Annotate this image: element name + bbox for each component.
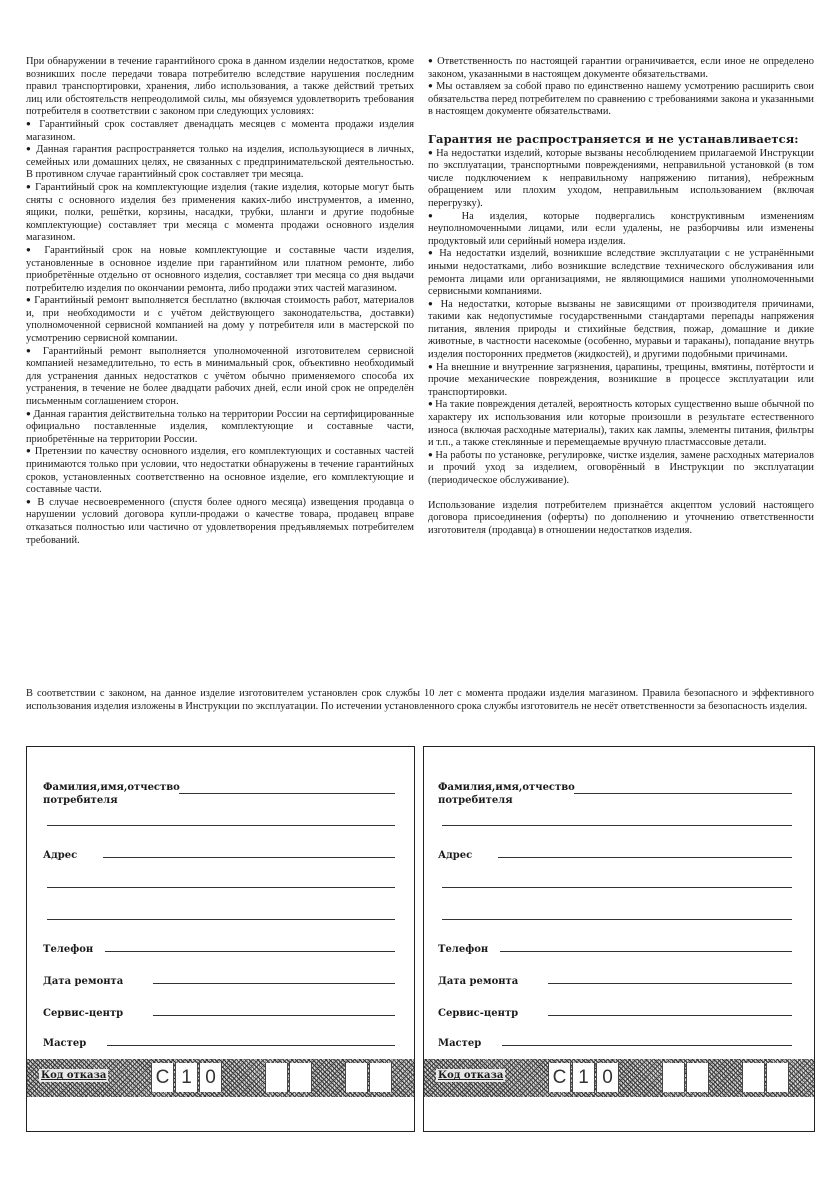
failure-code-cell: C bbox=[151, 1063, 174, 1092]
failure-code-blank-cell[interactable] bbox=[742, 1063, 765, 1092]
repair-timeframe-bullet: ● Гарантийный ремонт выполняется уполномоченной изготовителем сервисной компанией незамедлительно, то есть в минимальный срок, объективно необходимый для устранения данных недостатков с учётом обычно применяемого способа их устранения, в течение не более двадцати рабочих дней, если иной срок не определён письменным соглашением сторон. bbox=[26, 346, 414, 409]
exclusion-item: ● На работы по установке, регулировке, чистке изделия, замене расходных материалов и прочий уход за изделием, оговорённый в Инструкции по эксплуатации (периодическое обслуживание). bbox=[428, 450, 814, 488]
customer-name-field-line2[interactable] bbox=[442, 825, 792, 826]
exclusion-item: ● На внешние и внутренние загрязнения, царапины, трещины, вмятины, потёртости и прочие механические повреждения, возникшие в процессе эксплуатации или транспортировки. bbox=[428, 362, 814, 400]
failure-code-cell: 1 bbox=[572, 1063, 595, 1092]
phone-label: Телефон bbox=[438, 944, 489, 955]
customer-name-label-line2: потребителя bbox=[438, 795, 513, 806]
address-label: Адрес bbox=[43, 850, 78, 861]
customer-name-label: Фамилия,имя,отчество bbox=[43, 782, 180, 793]
address-label: Адрес bbox=[438, 850, 473, 861]
new-parts-bullet: ● Гарантийный срок на новые комплектующие и составные части изделия, установленные в основное изделие при гарантийном или платном ремонте, либо приобретённые отдельно от основного изделия, составляет три месяца со дня выдачи потребителю изделия по окончании ремонта, либо продажи этих частей магазином. bbox=[26, 245, 414, 295]
customer-name-field-line2[interactable] bbox=[47, 825, 395, 826]
warranty-term-bullet: ● Гарантийный срок составляет двенадцать месяцев с момента продажи изделия магазином. bbox=[26, 119, 414, 144]
customer-name-label: Фамилия,имя,отчество bbox=[438, 782, 575, 793]
customer-name-field[interactable] bbox=[574, 793, 792, 794]
free-repair-bullet: ● Гарантийный ремонт выполняется бесплатно (включая стоимость работ, материалов и, при необходимости и с учётом действующего законодательства, доставки) уполномоченной сервисной компанией на дому у потребителя или в мастерской по усмотрению сервисной компании. bbox=[26, 295, 414, 345]
accessories-bullet: ● Гарантийный срок на комплектующие изделия (такие изделия, которые могут быть сняты с основного изделия без применения каких-либо инструментов, а именно, ящики, полки, решётки, корзины, насадки, трубки, шланги и другие подобные комплектующие) составляет три месяца с момента продажи основного изделия магазином. bbox=[26, 182, 414, 245]
address-field[interactable] bbox=[498, 857, 792, 858]
service-life-paragraph: В соответствии с законом, на данное изделие изготовителем установлен срок службы 10 лет с момента продажи изделия магазином. Правила безопасного и эффективного использования изделия изложены в Инструкции по эксплуатации. По истечении установленного срока службы изготовитель не несёт ответственности за безопасность изделия. bbox=[26, 688, 814, 712]
exclusion-item: ● На недостатки изделий, возникшие вследствие эксплуатации с не устранёнными иными недостатками, либо возникшие вследствие технического обслуживания или ремонта лицами или организациями, не являющимися нашими уполномоченными сервисными компаниями. bbox=[428, 248, 814, 298]
exclusion-item: ● На недостатки изделий, которые вызваны несоблюдением прилагаемой Инструкции по эксплуатации, транспортными повреждениями, неправильной установкой (в том числе подключением к неправильному напряжению питания), небрежным обращением или плохим уходом, неправильным использованием (включая перегрузку). bbox=[428, 148, 814, 211]
repair-coupon-right bbox=[423, 746, 815, 1132]
repair-coupon-left bbox=[26, 746, 415, 1132]
failure-code-cell: C bbox=[548, 1063, 571, 1092]
extension-right-bullet: ● Мы оставляем за собой право по единственно нашему усмотрению расширить свои обязательства перед потребителем по сравнению с требованиями закона и указанными в настоящем документе обязательствами. bbox=[428, 81, 814, 119]
repair-date-label: Дата ремонта bbox=[43, 976, 124, 987]
exclusion-item: ● На такие повреждения деталей, вероятность которых существенно выше обычной по характеру их использования или которые произошли в результате естественного износа (включая расходные материалы), таких как лампы, элементы питания, фильтры и т.п., а также стеклянные и перемещаемые вручную пластмассовые детали. bbox=[428, 399, 814, 449]
failure-code-blank-cell[interactable] bbox=[662, 1063, 685, 1092]
phone-field[interactable] bbox=[500, 951, 792, 952]
exclusion-item: ● На недостатки, которые вызваны не зависящими от производителя причинами, такими как недопустимые государственными стандартами перепады напряжения питания, явления природы и стихийные бедствия, пожар, домашние и дикие животные, в частности насекомые (особенно, муравьи и тараканы), попадание внутрь изделия посторонних предметов (жидкостей), и другими подобными причинами. bbox=[428, 299, 814, 362]
master-label: Мастер bbox=[438, 1038, 482, 1049]
customer-name-field[interactable] bbox=[179, 793, 395, 794]
failure-code-blank-cell[interactable] bbox=[686, 1063, 709, 1092]
address-field-line2[interactable] bbox=[442, 887, 792, 888]
exclusion-item: ● На изделия, которые подвергались конструктивным изменениям неуполномоченными лицами, или если удалены, не разборчивы или изменены продуктовый или серийный номера изделия. bbox=[428, 211, 814, 249]
warranty-conditions-column bbox=[26, 56, 414, 547]
repair-date-field[interactable] bbox=[153, 983, 395, 984]
failure-code-strip bbox=[27, 1059, 414, 1097]
failure-code-label: Код отказа bbox=[438, 1070, 504, 1081]
customer-name-label-line2: потребителя bbox=[43, 795, 118, 806]
failure-code-cell: 0 bbox=[199, 1063, 222, 1092]
liability-limit-bullet: ● Ответственность по настоящей гарантии ограничивается, если иное не определено законом, указанными в настоящем документе обязательствами. bbox=[428, 56, 814, 81]
address-field-line3[interactable] bbox=[47, 919, 395, 920]
failure-code-blank-cell[interactable] bbox=[345, 1063, 368, 1092]
failure-code-cell: 0 bbox=[596, 1063, 619, 1092]
repair-date-label: Дата ремонта bbox=[438, 976, 519, 987]
failure-code-blank-cell[interactable] bbox=[265, 1063, 288, 1092]
usage-acceptance-note: Использование изделия потребителем признаётся акцептом условий настоящего договора присоединения (оферты) по дополнению и уточнению ответственности изготовителя (продавца) в отношении недостатков изделия. bbox=[428, 499, 814, 536]
repair-date-field[interactable] bbox=[548, 983, 792, 984]
claims-bullet: ● Претензии по качеству основного изделия, его комплектующих и составных частей принимаются только при условии, что недостатки обнаружены в течение гарантийных сроков, установленных соответственно на основное изделие, его комплектующие и составные части. bbox=[26, 446, 414, 496]
late-notice-bullet: ● В случае несвоевременного (спустя более одного месяца) извещения продавца о нарушении условий договора купли-продажи о качестве товара, продавец вправе отказаться полностью или частично от удовлетворения предъявляемых потребителем требований. bbox=[26, 497, 414, 547]
personal-use-bullet: ● Данная гарантия распространяется только на изделия, использующиеся в личных, семейных или домашних целях, не связанных с предпринимательской деятельностью. В противном случае гарантийный срок составляет три месяца. bbox=[26, 144, 414, 182]
warranty-limits-column bbox=[428, 56, 814, 537]
service-center-field[interactable] bbox=[548, 1015, 792, 1016]
address-field-line3[interactable] bbox=[442, 919, 792, 920]
master-label: Мастер bbox=[43, 1038, 87, 1049]
service-center-label: Сервис-центр bbox=[438, 1008, 519, 1019]
service-center-label: Сервис-центр bbox=[43, 1008, 124, 1019]
failure-code-label: Код отказа bbox=[41, 1070, 107, 1081]
failure-code-blank-cell[interactable] bbox=[289, 1063, 312, 1092]
failure-code-cell: 1 bbox=[175, 1063, 198, 1092]
exclusions-heading: Гарантия не распространяется и не устанавливается: bbox=[428, 131, 799, 146]
failure-code-strip bbox=[424, 1059, 814, 1097]
service-center-field[interactable] bbox=[153, 1015, 395, 1016]
failure-code-blank-cell[interactable] bbox=[369, 1063, 392, 1092]
phone-label: Телефон bbox=[43, 944, 94, 955]
address-field-line2[interactable] bbox=[47, 887, 395, 888]
address-field[interactable] bbox=[103, 857, 395, 858]
warranty-intro: При обнаружении в течение гарантийного срока в данном изделии недостатков, кроме возникших после передачи товара потребителю вследствие нарушения последним правил транспортировки, хранения, либо использования, а также действий третьих лиц или обстоятельств непреодолимой силы, мы обязуемся удовлетворить требования потребителя в соответствии с законом при следующих условиях: bbox=[26, 56, 414, 118]
territory-bullet: ● Данная гарантия действительна только на территории России на сертифицированные официально поставленные изделия, комплектующие и составные части, приобретённые на территории России. bbox=[26, 409, 414, 447]
failure-code-blank-cell[interactable] bbox=[766, 1063, 789, 1092]
master-field[interactable] bbox=[107, 1045, 395, 1046]
master-field[interactable] bbox=[502, 1045, 792, 1046]
phone-field[interactable] bbox=[105, 951, 395, 952]
